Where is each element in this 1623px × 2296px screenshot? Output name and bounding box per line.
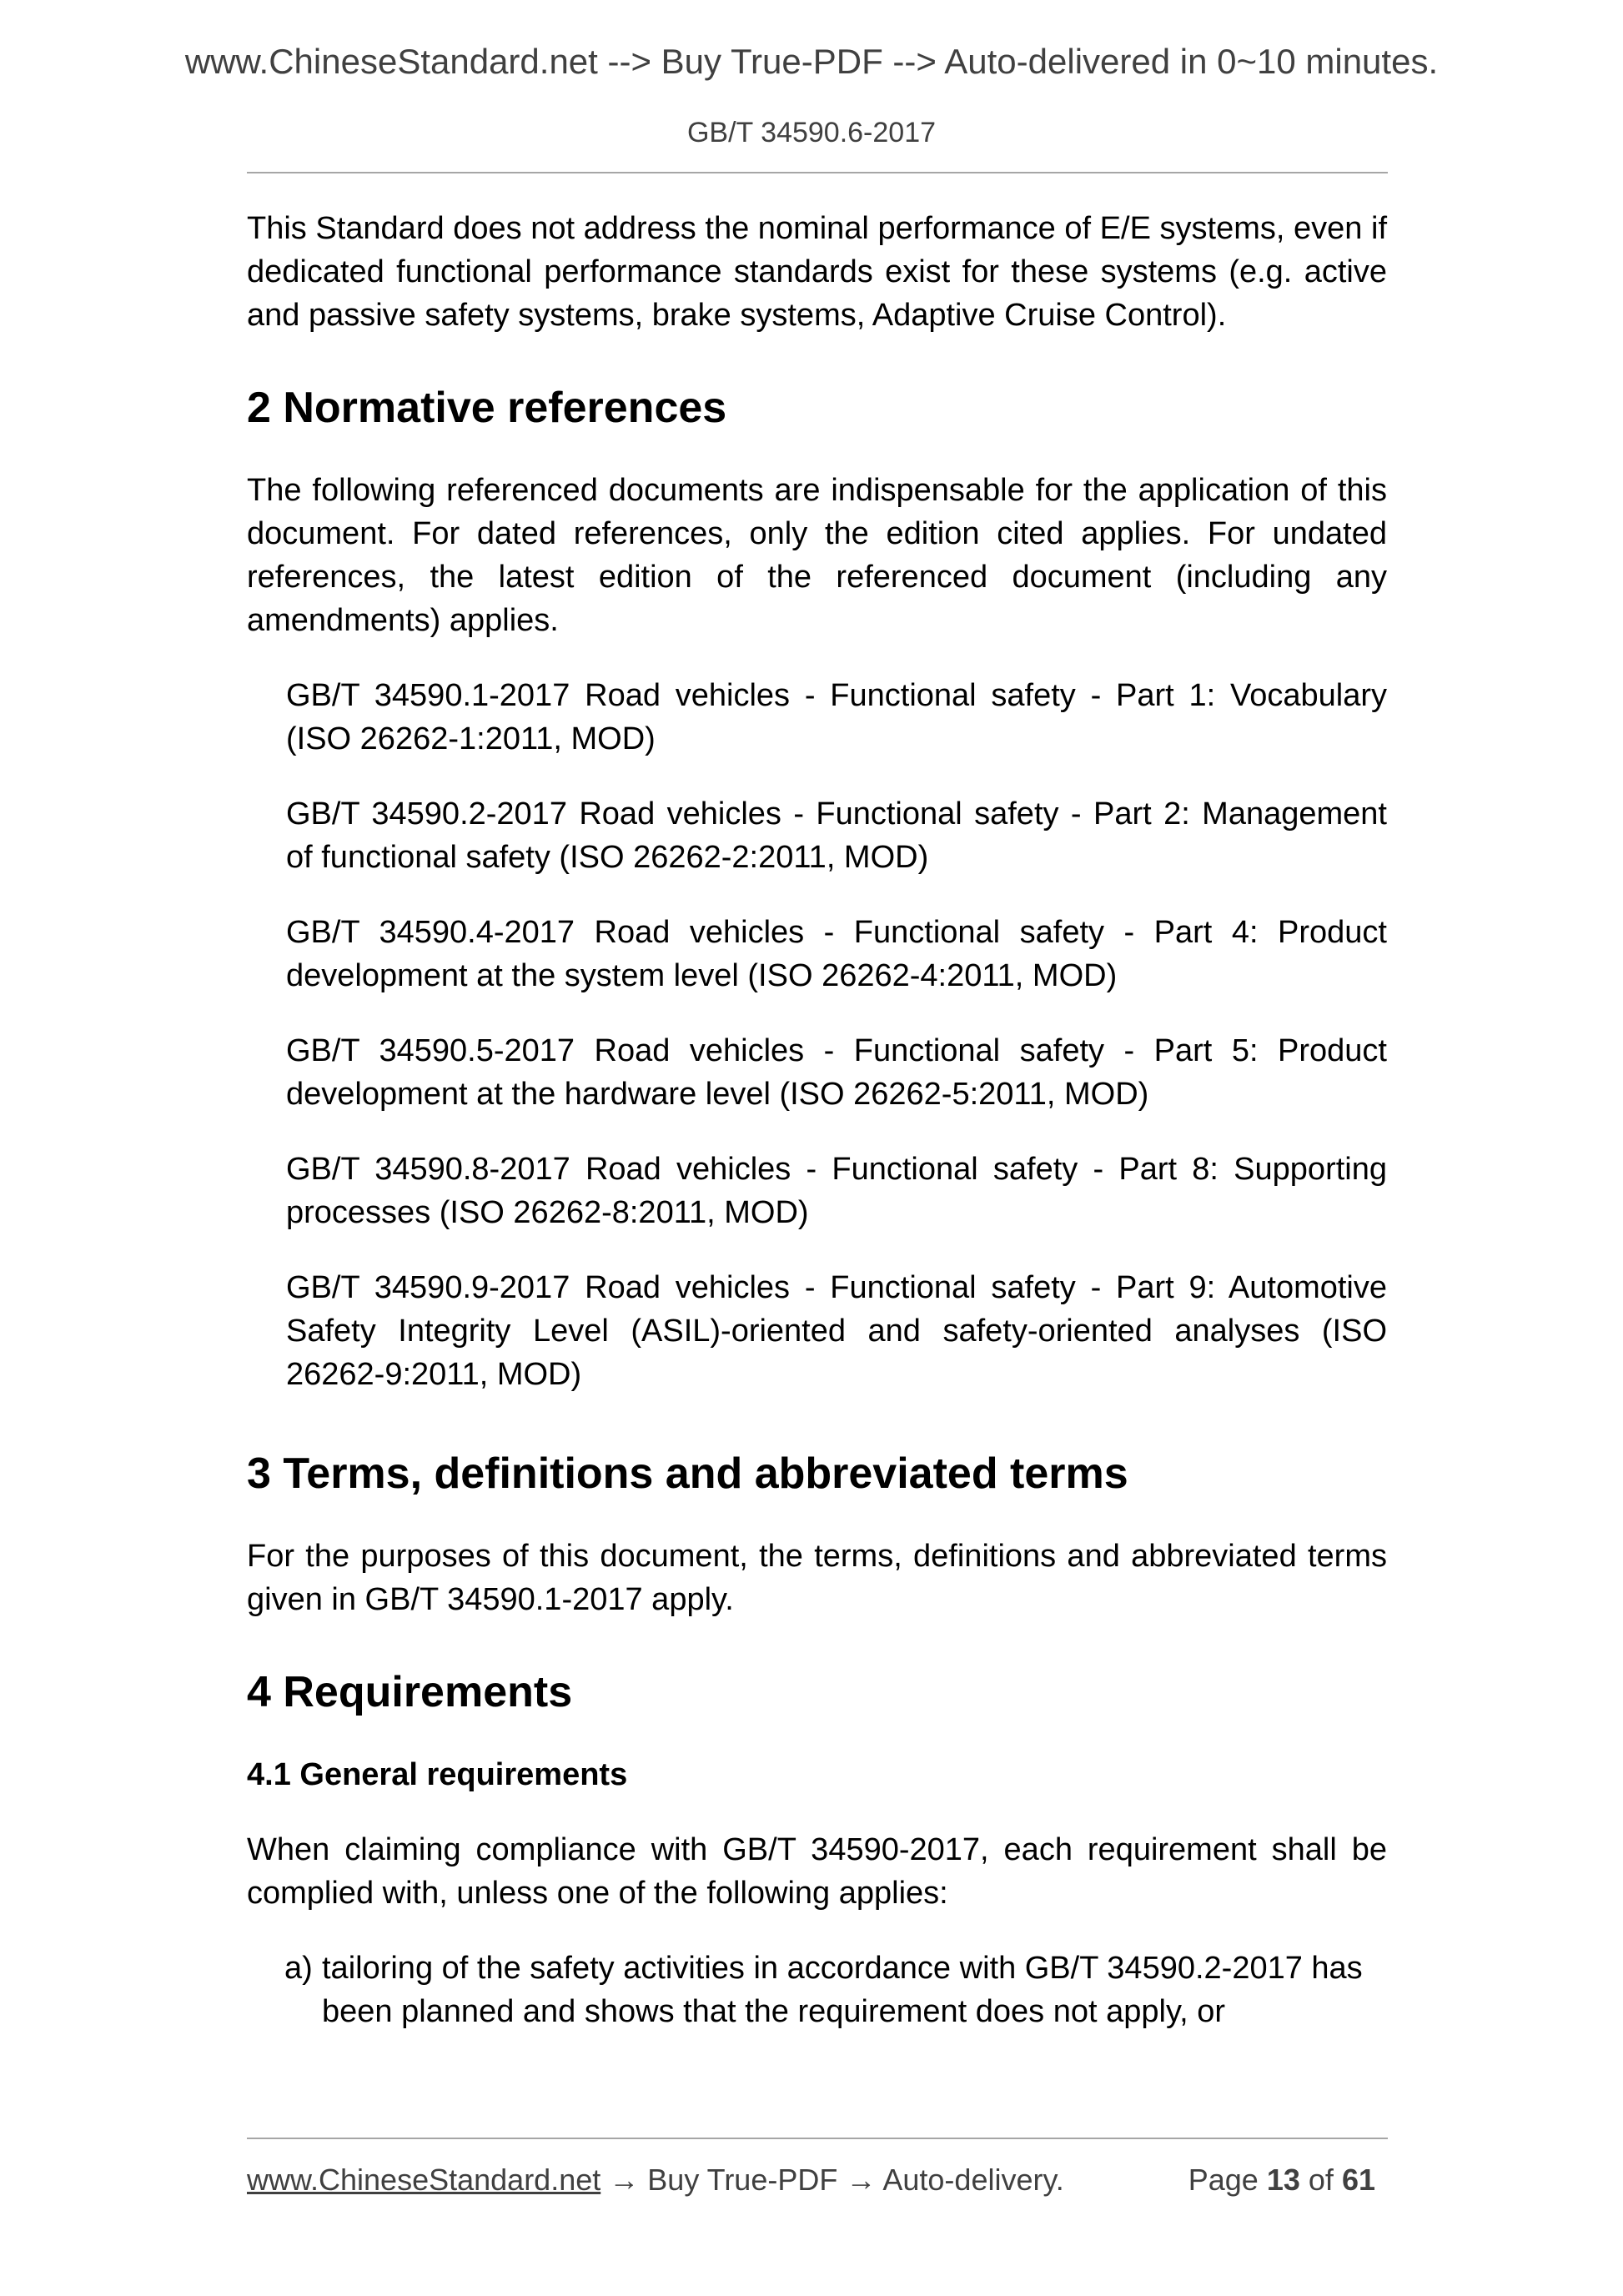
page-of-label: of [1308, 2163, 1334, 2197]
section-4-1-heading: 4.1 General requirements [247, 1757, 628, 1792]
arrow-right-icon: → [609, 2163, 640, 2197]
section-3-heading: 3 Terms, definitions and abbreviated terms [247, 1449, 1128, 1498]
top-banner[interactable]: www.ChineseStandard.net --> Buy True-PDF --> Auto-delivered in 0~10 minutes. [184, 42, 1439, 81]
document-id: GB/T 34590.6-2017 [686, 117, 937, 148]
footer-site-link[interactable]: www.ChineseStandard.net [247, 2163, 601, 2197]
page-footer [247, 2160, 1387, 2200]
intro-paragraph: This Standard does not address the nominal performance of E/E systems, even if dedicated functional performance standards exist for these systems (e.g. active and passive safety systems, brake systems, Adaptive Cruise Control). [247, 211, 1387, 333]
list-item [284, 1947, 1387, 2033]
page-content [247, 207, 1387, 2033]
page-label: Page [1188, 2163, 1259, 2197]
reference-item: GB/T 34590.1-2017 Road vehicles - Functional safety - Part 1: Vocabulary (ISO 26262-1:2011, MOD) [286, 678, 1387, 756]
section-4-1-paragraph: When claiming compliance with GB/T 34590-2017, each requirement shall be complied with, unless one of the following applies: [247, 1832, 1387, 1911]
arrow-right-icon: → [846, 2163, 877, 2197]
section-3-paragraph: For the purposes of this document, the terms, definitions and abbreviated terms given in GB/T 34590.1-2017 apply. [247, 1539, 1387, 1617]
normative-reference-list [247, 674, 1387, 1396]
footer-buy-text: Buy True-PDF [647, 2163, 838, 2197]
total-pages: 61 [1341, 2163, 1375, 2197]
list-item-text: tailoring of the safety activities in accordance with GB/T 34590.2-2017 has been planned and shows that the requirement does not apply, or [322, 1951, 1363, 2029]
reference-item: GB/T 34590.4-2017 Road vehicles - Functional safety - Part 4: Product development at the system level (ISO 26262-4:2011, MOD) [286, 915, 1387, 993]
reference-item: GB/T 34590.5-2017 Road vehicles - Functional safety - Part 5: Product development at the hardware level (ISO 26262-5:2011, MOD) [286, 1033, 1387, 1112]
reference-item: GB/T 34590.8-2017 Road vehicles - Functional safety - Part 8: Supporting processes (ISO 26262-8:2011, MOD) [286, 1152, 1387, 1230]
footer-delivery-text: Auto-delivery. [882, 2163, 1064, 2197]
section-4-heading: 4 Requirements [247, 1668, 573, 1716]
reference-item: GB/T 34590.9-2017 Road vehicles - Functional safety - Part 9: Automotive Safety Integrity Level (ASIL)-oriented and safety-oriented analyses (ISO 26262-9:2011, MOD) [286, 1270, 1387, 1392]
header-divider [247, 172, 1388, 173]
section-2-paragraph: The following referenced documents are indispensable for the application of this document. For dated references, only the edition cited applies. For undated references, the latest edition of the referenced document (including any amendments) applies. [247, 473, 1387, 638]
page-number [1188, 2160, 1375, 2200]
footer-divider [247, 2138, 1388, 2139]
section-2-heading: 2 Normative references [247, 384, 727, 432]
reference-item: GB/T 34590.2-2017 Road vehicles - Functional safety - Part 2: Management of functional safety (ISO 26262-2:2011, MOD) [286, 796, 1387, 875]
current-page: 13 [1266, 2163, 1300, 2197]
list-marker: a) [284, 1951, 313, 1986]
